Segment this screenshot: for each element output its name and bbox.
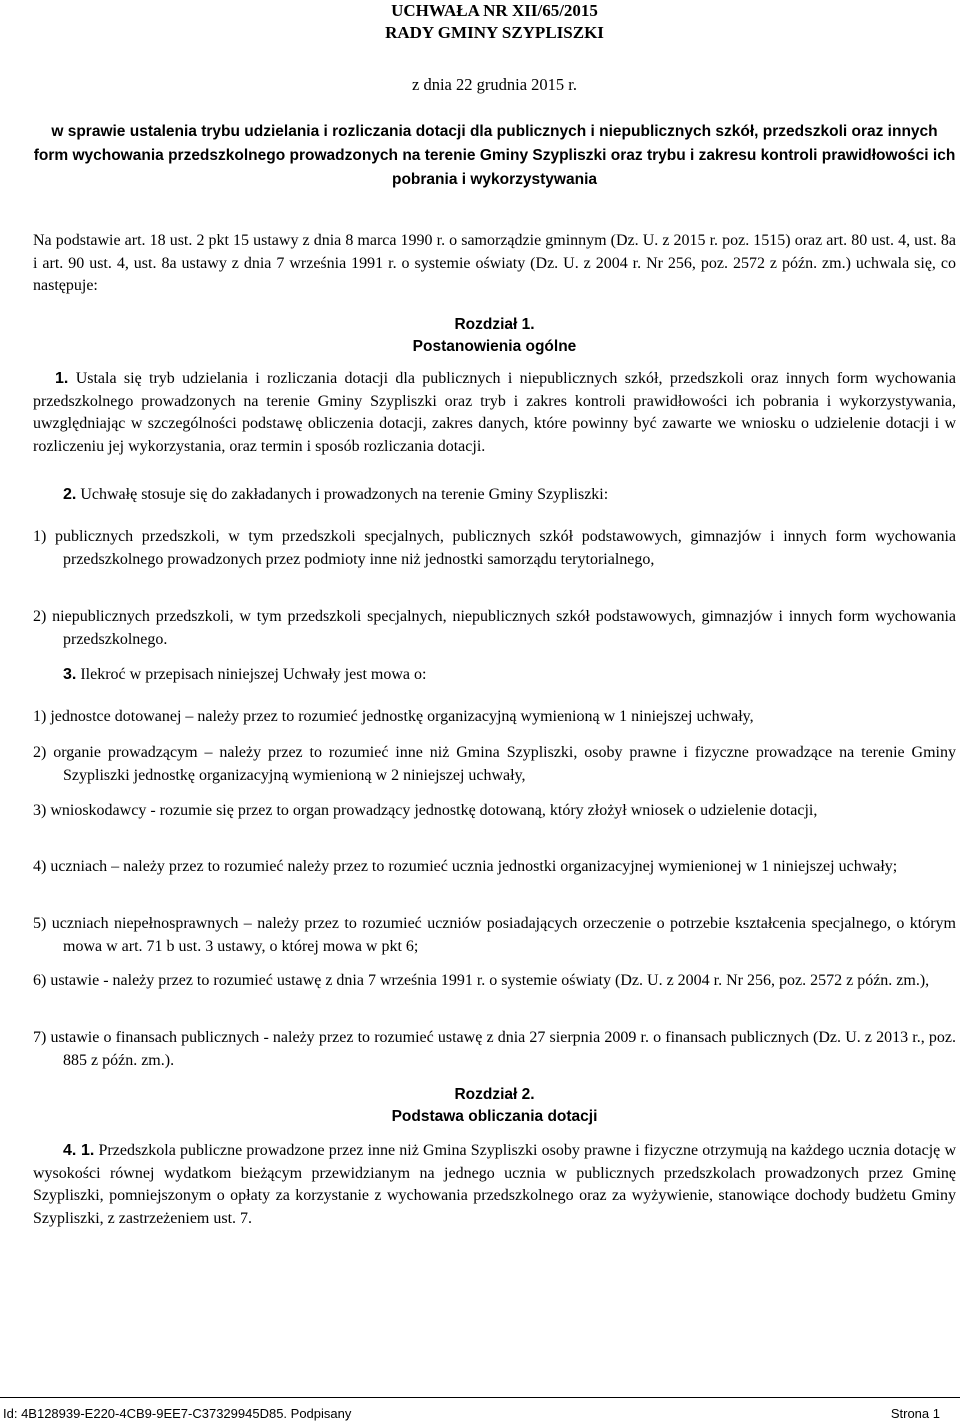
- chapter-1-title: Postanowienia ogólne: [412, 338, 577, 355]
- paragraph-3-number: 3.: [63, 666, 77, 683]
- paragraph-3-item-2: 2) organie prowadzącym – należy przez to rozumieć inne niż Gmina Szypliszki, osoby prawne i fizyczne prowadzące na terenie Gminy Szypliszki jednostkę organizacyjną wymienioną w 2 niniejszej uchwały,: [33, 744, 956, 784]
- paragraph-4: [33, 1140, 956, 1230]
- paragraph-2-item-2: 2) niepublicznych przedszkoli, w tym przedszkoli specjalnych, niepublicznych szkół podstawowych, gimnazjów i innych form wychowania przedszkolnego.: [33, 608, 956, 648]
- preamble: Na podstawie art. 18 ust. 2 pkt 15 ustawy z dnia 8 marca 1990 r. o samorządzie gminnym (Dz. U. z 2015 r. poz. 1515) oraz art. 80 ust. 4, ust. 8a i art. 90 ust. 4, ust. 8a ustawy z dnia 7 września 1991 r. o systemie oświaty (Dz. U. z 2004 r. Nr 256, poz. 2572 z późn. zm.) uchwala się, co następuje:: [33, 232, 956, 294]
- paragraph-3-item-3: 3) wnioskodawcy - rozumie się przez to organ prowadzący jednostkę dotowaną, który złożył wniosek o udzielenie dotacji,: [33, 802, 818, 819]
- chapter-2-heading: [33, 1084, 956, 1128]
- paragraph-1-number: 1.: [55, 370, 69, 387]
- paragraph-3-text: Ilekroć w przepisach niniejszej Uchwały jest mowa o:: [80, 666, 427, 683]
- resolution-subject: w sprawie ustalenia trybu udzielania i rozliczania dotacji dla publicznych i niepublicznych szkół, przedszkoli oraz innych form wychowania przedszkolnego prowadzonych na terenie Gminy Szypliszki oraz trybu i zakresu kontroli prawidłowości ich pobrania i wykorzystywania: [33, 123, 956, 188]
- page-footer: [0, 1397, 960, 1421]
- document-id: Id: 4B128939-E220-4CB9-9EE7-C37329945D85. Podpisany: [3, 1406, 352, 1421]
- chapter-1-heading: [33, 314, 956, 358]
- chapter-1-label: Rozdział 1.: [454, 316, 535, 333]
- title-line-1: UCHWAŁA NR XII/65/2015: [391, 1, 598, 20]
- paragraph-3-item-1: 1) jednostce dotowanej – należy przez to rozumieć jednostkę organizacyjną wymienioną w 1 niniejszej uchwały,: [33, 708, 754, 725]
- paragraph-1: [33, 368, 956, 458]
- chapter-2-label: Rozdział 2.: [454, 1086, 535, 1103]
- paragraph-3-item-6: 6) ustawie - należy przez to rozumieć ustawę z dnia 7 września 1991 r. o systemie oświaty (Dz. U. z 2004 r. Nr 256, poz. 2572 z późn. zm.),: [33, 972, 930, 989]
- paragraph-3-item-4: 4) uczniach – należy przez to rozumieć należy przez to rozumieć ucznia jednostki organizacyjnej wymienionej w 1 niniejszej uchwały;: [33, 858, 898, 875]
- paragraph-2: [33, 484, 956, 507]
- chapter-2-title: Podstawa obliczania dotacji: [391, 1108, 598, 1125]
- paragraph-1-text: Ustala się tryb udzielania i rozliczania dotacji dla publicznych i niepublicznych szkół, przedszkoli oraz innych form wychowania przedszkolnego prowadzonych na terenie Gminy Szypliszki oraz tryb i zakres kontroli prawidłowości ich pobrania i wykorzystywania, uwzględniając w szczególności podstawę obliczenia dotacji, zakres danych, które powinny być zawarte we wniosku o udzielenie dotacji i w rozliczeniu jej wykorzystania, oraz termin i sposób rozliczania dotacji.: [33, 370, 956, 455]
- page-number: Strona 1: [890, 1406, 940, 1421]
- paragraph-3-item-5: 5) uczniach niepełnosprawnych – należy przez to rozumieć uczniów posiadających orzeczenie o potrzebie kształcenia specjalnego, o którym mowa w art. 71 b ust. 3 ustawy, o której mowa w pkt 6;: [33, 915, 956, 955]
- title-line-2: RADY GMINY SZYPLISZKI: [385, 23, 604, 42]
- paragraph-4-number: 4. 1.: [63, 1142, 95, 1159]
- paragraph-3-item-7: 7) ustawie o finansach publicznych - należy przez to rozumieć ustawę z dnia 27 sierpnia 2009 r. o finansach publicznych (Dz. U. z 2013 r., poz. 885 z późn. zm.).: [33, 1029, 956, 1069]
- resolution-title: [33, 0, 956, 44]
- paragraph-2-item-1: 1) publicznych przedszkoli, w tym przedszkoli specjalnych, publicznych szkół podstawowych, gimnazjów i innych form wychowania przedszkolnego prowadzonych przez podmioty inne niż jednostki samorządu terytorialnego,: [33, 528, 956, 568]
- paragraph-4-text: Przedszkola publiczne prowadzone przez inne niż Gmina Szypliszki osoby prawne i fizyczne otrzymują na każdego ucznia dotację w wysokości równej wydatkom bieżącym przewidzianym na jednego ucznia w publicznych przedszkolach prowadzonych przez Gminę Szypliszki, pomniejszonym o opłaty za korzystanie z wychowania przedszkolnego oraz za wyżywienie, stanowiące dochody budżetu Gminy Szypliszki, z zastrzeżeniem ust. 7.: [33, 1142, 956, 1227]
- paragraph-2-text: Uchwałę stosuje się do zakładanych i prowadzonych na terenie Gminy Szypliszki:: [80, 486, 609, 503]
- resolution-date: z dnia 22 grudnia 2015 r.: [412, 75, 577, 94]
- paragraph-2-number: 2.: [63, 486, 77, 503]
- paragraph-3: [33, 664, 956, 687]
